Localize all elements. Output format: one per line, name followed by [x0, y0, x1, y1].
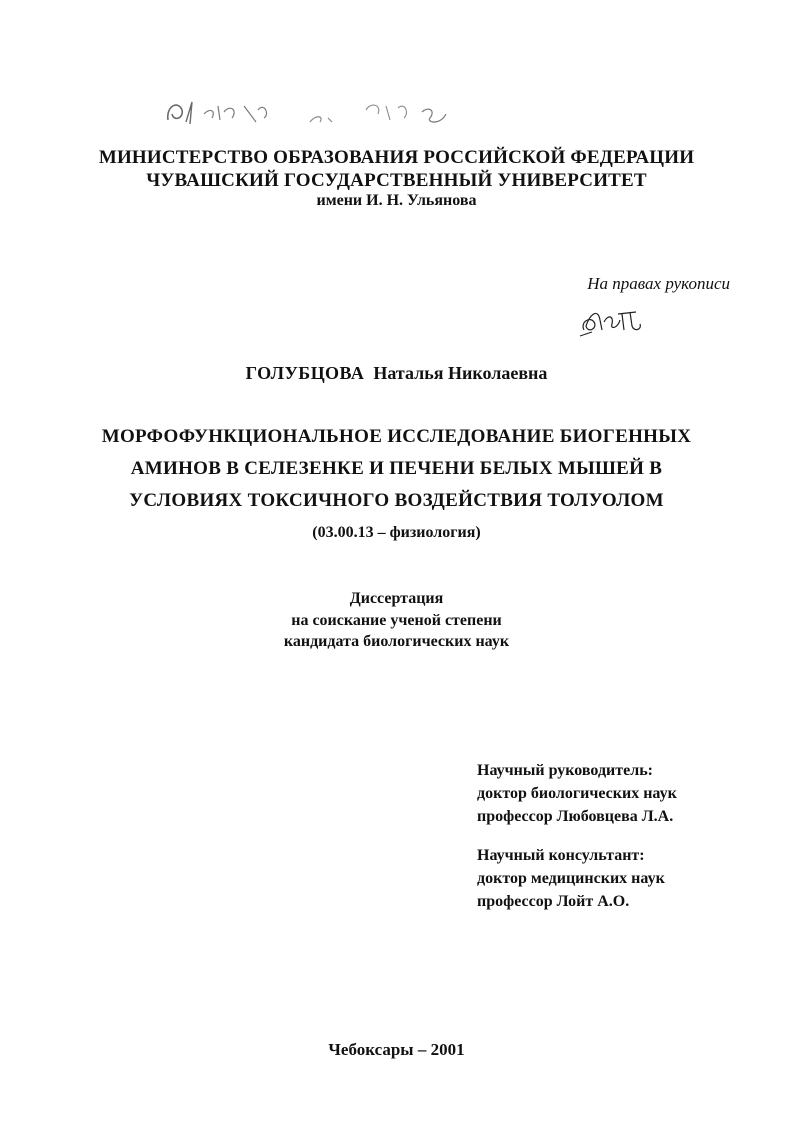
university-heading: ЧУВАШСКИЙ ГОСУДАРСТВЕННЫЙ УНИВЕРСИТЕТ [146, 170, 647, 191]
dissertation-title-line: МОРФОФУНКЦИОНАЛЬНОЕ ИССЛЕДОВАНИЕ БИОГЕННЫХ [101, 426, 692, 447]
library-stamp-scribble [160, 92, 460, 132]
supervisor-block [477, 759, 677, 828]
consultant-name: профессор Лойт А.О. [477, 893, 630, 910]
degree-name: кандидата биологических наук [283, 633, 510, 650]
consultant-degree: доктор медицинских наук [477, 870, 665, 887]
author-signature [578, 300, 658, 340]
city-year: Чебоксары – 2001 [328, 1040, 465, 1059]
manuscript-rights-note: На правах рукописи [587, 274, 730, 293]
consultant-block [477, 844, 665, 913]
dissertation-title-line: УСЛОВИЯХ ТОКСИЧНОГО ВОЗДЕЙСТВИЯ ТОЛУОЛОМ [129, 490, 664, 511]
dissertation-title-line: АМИНОВ В СЕЛЕЗЕНКЕ И ПЕЧЕНИ БЕЛЫХ МЫШЕЙ В [130, 458, 663, 479]
university-named-after: имени И. Н. Ульянова [316, 192, 477, 209]
author-surname: ГОЛУБЦОВА [245, 363, 365, 383]
degree-purpose: на соискание ученой степени [291, 612, 502, 629]
document-type: Диссертация [349, 590, 444, 607]
supervisor-name: профессор Любовцева Л.А. [477, 808, 674, 825]
author-name [0, 363, 793, 384]
supervisor-degree: доктор биологических наук [477, 785, 677, 802]
ministry-heading: МИНИСТЕРСТВО ОБРАЗОВАНИЯ РОССИЙСКОЙ ФЕДЕРАЦИИ [98, 147, 695, 168]
author-given-names: Наталья Николаевна [373, 363, 548, 383]
supervisor-role: Научный руководитель: [477, 762, 653, 779]
consultant-role: Научный консультант: [477, 847, 645, 864]
specialty-code: (03.00.13 – физиология) [312, 524, 481, 541]
